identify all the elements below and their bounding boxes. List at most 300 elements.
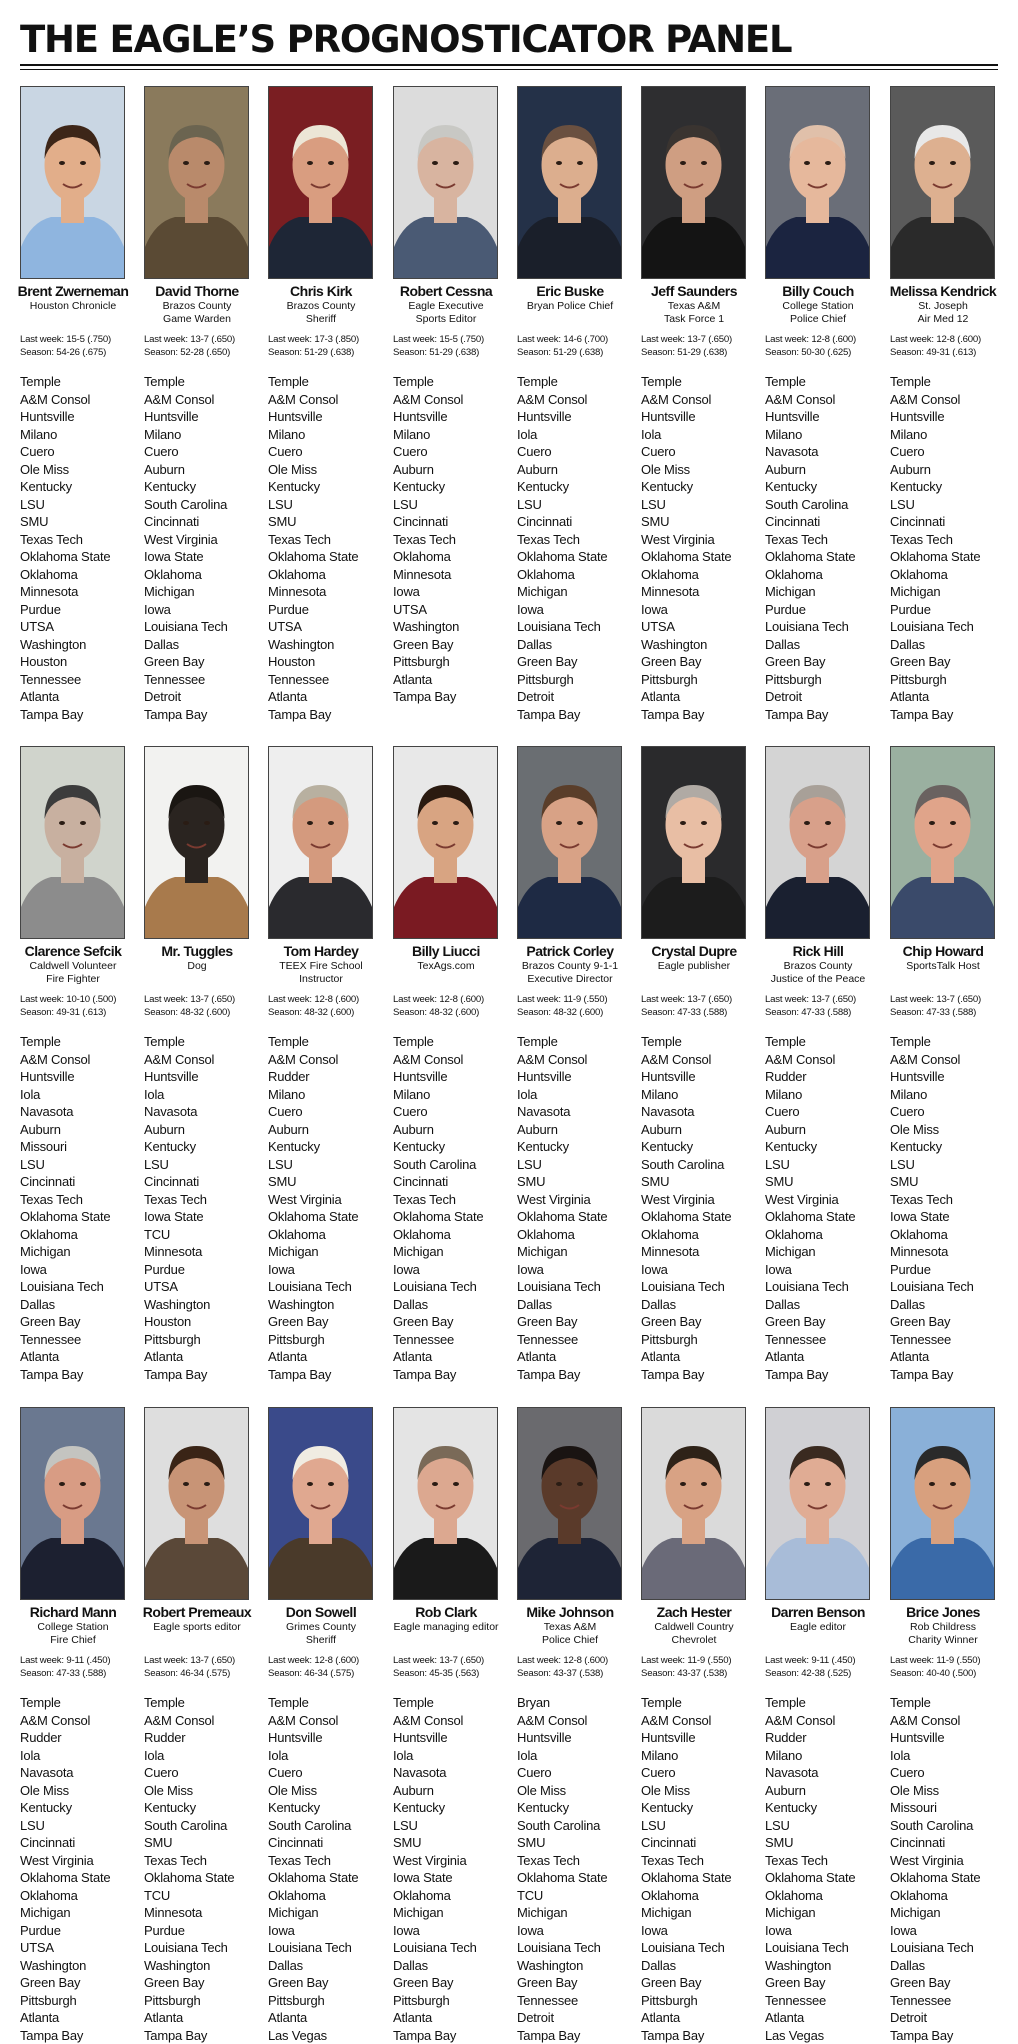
photo-shoulders <box>21 1538 124 1599</box>
last-week-record: Last week: 12-8 (.600) <box>268 1654 378 1667</box>
last-week-record: Last week: 12-8 (.600) <box>890 333 1000 346</box>
pick-item: Tennessee <box>890 1331 974 1349</box>
pick-item: LSU <box>393 496 463 514</box>
photo-shoulders <box>642 1538 745 1599</box>
photo-shoulders <box>394 217 497 278</box>
pick-item: Cuero <box>144 443 228 461</box>
last-week-record: Last week: 12-8 (.600) <box>268 993 378 1006</box>
panelist-photo <box>890 746 995 939</box>
photo-eye-right <box>204 161 210 165</box>
pick-item: Washington <box>268 636 358 654</box>
pick-item: Dallas <box>517 1296 607 1314</box>
pick-item: Temple <box>20 1694 110 1712</box>
picks-list <box>268 373 358 723</box>
pick-item: Kentucky <box>144 1138 214 1156</box>
panelist-role: TEEX Fire School Instructor <box>264 960 378 986</box>
pick-item: Tennessee <box>20 1331 110 1349</box>
photo-eye-right <box>950 161 956 165</box>
pick-item: Tennessee <box>517 1992 607 2010</box>
panelist-photo <box>517 86 622 279</box>
pick-item: Tampa Bay <box>393 1366 483 1384</box>
pick-item: Dallas <box>641 1957 731 1975</box>
pick-item: Louisiana Tech <box>517 1278 607 1296</box>
pick-item: Minnesota <box>641 1243 731 1261</box>
pick-item: Green Bay <box>890 653 980 671</box>
pick-item: Michigan <box>517 1243 607 1261</box>
pick-item: SMU <box>765 1173 855 1191</box>
pick-item: LSU <box>20 496 110 514</box>
pick-item: UTSA <box>144 1278 214 1296</box>
pick-item: Huntsville <box>765 408 855 426</box>
pick-item: Louisiana Tech <box>268 1278 358 1296</box>
pick-item: Kentucky <box>517 478 607 496</box>
pick-item: Iowa <box>268 1261 358 1279</box>
pick-item: Navasota <box>20 1764 110 1782</box>
panelist-role: Rob Childress Charity Winner <box>886 1621 1000 1647</box>
panelist-role: Houston Chronicle <box>16 300 130 313</box>
pick-item: Cuero <box>517 443 607 461</box>
pick-item: Atlanta <box>268 688 358 706</box>
photo-eye-right <box>204 1482 210 1486</box>
pick-item: Green Bay <box>765 1313 855 1331</box>
pick-item: Temple <box>144 1033 214 1051</box>
pick-item: Pittsburgh <box>144 1992 234 2010</box>
pick-item: UTSA <box>20 618 110 636</box>
pick-item: Pittsburgh <box>890 671 980 689</box>
pick-item: A&M Consol <box>20 1051 110 1069</box>
pick-item: Temple <box>268 373 358 391</box>
panelist-photo <box>268 1407 373 1600</box>
pick-item: Auburn <box>20 1121 110 1139</box>
season-record: Season: 48-32 (.600) <box>144 1006 254 1019</box>
pick-item: Auburn <box>517 461 607 479</box>
pick-item: Ole Miss <box>890 1782 980 1800</box>
picks-list <box>890 1694 980 2044</box>
picks-list <box>765 1033 855 1383</box>
pick-item: Atlanta <box>20 688 110 706</box>
pick-item: Kentucky <box>890 1138 974 1156</box>
pick-item: Temple <box>20 373 110 391</box>
pick-item: Atlanta <box>268 1348 358 1366</box>
pick-item: Texas Tech <box>765 531 855 549</box>
pick-item: Pittsburgh <box>20 1992 110 2010</box>
pick-item: Ole Miss <box>641 461 731 479</box>
pick-item: West Virginia <box>393 1852 477 1870</box>
pick-item: Temple <box>641 1033 731 1051</box>
pick-item: Minnesota <box>641 583 731 601</box>
last-week-record: Last week: 12-8 (.600) <box>517 1654 627 1667</box>
pick-item: Michigan <box>641 1904 731 1922</box>
photo-eye-left <box>432 821 438 825</box>
panelist-record <box>144 1654 254 1680</box>
panelist-photo <box>144 86 249 279</box>
pick-item: Kentucky <box>144 1799 234 1817</box>
pick-item: Iowa <box>890 1922 980 1940</box>
panelist-record <box>517 1654 627 1680</box>
panelist-role: Dog <box>140 960 254 973</box>
pick-item: Milano <box>765 1086 855 1104</box>
pick-item: Temple <box>890 1033 974 1051</box>
pick-item: Iola <box>517 1747 607 1765</box>
pick-item: Tampa Bay <box>641 706 731 724</box>
pick-item: Temple <box>20 1033 110 1051</box>
photo-shoulders <box>766 217 869 278</box>
pick-item: Tennessee <box>393 1331 483 1349</box>
pick-item: Houston <box>144 1313 214 1331</box>
season-record: Season: 51-29 (.638) <box>517 346 627 359</box>
pick-item: Oklahoma <box>268 1887 358 1905</box>
pick-item: Tampa Bay <box>268 1366 358 1384</box>
pick-item: Kentucky <box>765 1799 855 1817</box>
last-week-record: Last week: 13-7 (.650) <box>890 993 1000 1006</box>
pick-item: Louisiana Tech <box>268 1939 358 1957</box>
panelist-name: Mike Johnson <box>513 1604 627 1621</box>
pick-item: Milano <box>641 1086 731 1104</box>
pick-item: Detroit <box>765 688 855 706</box>
pick-item: Huntsville <box>393 1729 477 1747</box>
pick-item: Tampa Bay <box>765 706 855 724</box>
pick-item: A&M Consol <box>641 391 731 409</box>
photo-eye-left <box>307 1482 313 1486</box>
pick-item: Washington <box>144 1296 214 1314</box>
last-week-record: Last week: 13-7 (.650) <box>765 993 875 1006</box>
pick-item: Iowa <box>393 1261 483 1279</box>
pick-item: Pittsburgh <box>393 1992 477 2010</box>
pick-item: A&M Consol <box>20 391 110 409</box>
picks-list <box>268 1033 358 1383</box>
panelist-record <box>20 1654 130 1680</box>
pick-item: A&M Consol <box>641 1051 731 1069</box>
last-week-record: Last week: 14-6 (.700) <box>517 333 627 346</box>
pick-item: Cincinnati <box>765 513 855 531</box>
panelist-name: Melissa Kendrick <box>886 283 1000 300</box>
panelist-name: Chip Howard <box>886 943 1000 960</box>
pick-item: Atlanta <box>890 1348 974 1366</box>
pick-item: Pittsburgh <box>393 653 463 671</box>
pick-item: Iowa <box>641 601 731 619</box>
pick-item: Purdue <box>890 1261 974 1279</box>
pick-item: Oklahoma <box>517 1226 607 1244</box>
photo-eye-right <box>80 821 86 825</box>
photo-eye-left <box>929 1482 935 1486</box>
picks-list <box>393 373 463 706</box>
pick-item: Iowa State <box>890 1208 974 1226</box>
pick-item: Oklahoma <box>890 1887 980 1905</box>
pick-item: Cuero <box>393 1103 483 1121</box>
pick-item: Minnesota <box>20 583 110 601</box>
panelist-role: Texas A&M Police Chief <box>513 1621 627 1647</box>
pick-item: West Virginia <box>641 531 731 549</box>
panelist-record <box>144 333 254 359</box>
pick-item: Cuero <box>890 1764 980 1782</box>
pick-item: Milano <box>890 1086 974 1104</box>
pick-item: A&M Consol <box>890 391 980 409</box>
pick-item: A&M Consol <box>765 1712 855 1730</box>
photo-shoulders <box>642 217 745 278</box>
panelist-name: Robert Premeaux <box>140 1604 254 1621</box>
pick-item: Oklahoma State <box>641 1869 731 1887</box>
pick-item: Oklahoma <box>765 1226 855 1244</box>
last-week-record: Last week: 17-3 (.850) <box>268 333 378 346</box>
pick-item: Oklahoma State <box>890 548 980 566</box>
pick-item: Green Bay <box>890 1313 974 1331</box>
pick-item: Cuero <box>765 1103 855 1121</box>
pick-item: South Carolina <box>268 1817 358 1835</box>
title-rule <box>20 64 998 66</box>
photo-eye-left <box>59 821 65 825</box>
pick-item: Kentucky <box>393 1138 483 1156</box>
picks-list <box>20 1694 110 2044</box>
pick-item: Louisiana Tech <box>517 1939 607 1957</box>
pick-item: Huntsville <box>393 1068 483 1086</box>
pick-item: Green Bay <box>517 1313 607 1331</box>
last-week-record: Last week: 11-9 (.550) <box>641 1654 751 1667</box>
pick-item: Iowa <box>765 1261 855 1279</box>
pick-item: A&M Consol <box>268 391 358 409</box>
pick-item: Oklahoma State <box>393 1208 483 1226</box>
pick-item: Green Bay <box>20 1313 110 1331</box>
pick-item: LSU <box>765 1156 855 1174</box>
pick-item: Kentucky <box>268 1799 358 1817</box>
pick-item: Temple <box>268 1694 358 1712</box>
pick-item: Auburn <box>393 461 463 479</box>
pick-item: Texas Tech <box>517 531 607 549</box>
panelist-photo <box>517 746 622 939</box>
pick-item: A&M Consol <box>144 391 228 409</box>
pick-item: Michigan <box>20 1904 110 1922</box>
pick-item: Tampa Bay <box>890 706 980 724</box>
pick-item: A&M Consol <box>20 1712 110 1730</box>
pick-item: Huntsville <box>20 408 110 426</box>
pick-item: A&M Consol <box>517 1712 607 1730</box>
panelist-record <box>765 333 875 359</box>
panelist-name: Rick Hill <box>761 943 875 960</box>
pick-item: Dallas <box>393 1296 483 1314</box>
panelist-photo <box>20 86 125 279</box>
panelist-photo <box>765 746 870 939</box>
pick-item: Louisiana Tech <box>144 618 228 636</box>
picks-list <box>144 373 228 723</box>
photo-eye-left <box>183 821 189 825</box>
pick-item: LSU <box>517 496 607 514</box>
panelist-role: Brazos County 9-1-1 Executive Director <box>513 960 627 986</box>
pick-item: Tampa Bay <box>144 706 228 724</box>
pick-item: Ole Miss <box>641 1782 731 1800</box>
photo-eye-right <box>701 821 707 825</box>
picks-list <box>144 1694 234 2044</box>
panelist-record <box>765 1654 875 1680</box>
pick-item: Auburn <box>765 1782 855 1800</box>
pick-item: Oklahoma <box>641 1887 731 1905</box>
pick-item: Texas Tech <box>765 1852 855 1870</box>
pick-item: Oklahoma <box>765 566 855 584</box>
pick-item: Michigan <box>765 1243 855 1261</box>
pick-item: Tampa Bay <box>641 2027 731 2044</box>
panelist-record <box>393 1654 503 1680</box>
pick-item: Dallas <box>268 1957 358 1975</box>
pick-item: Kentucky <box>765 478 855 496</box>
pick-item: Cincinnati <box>144 513 228 531</box>
pick-item: Iowa <box>20 1261 110 1279</box>
pick-item: Huntsville <box>268 408 358 426</box>
pick-item: Dallas <box>20 1296 110 1314</box>
season-record: Season: 40-40 (.500) <box>890 1667 1000 1680</box>
last-week-record: Last week: 13-7 (.650) <box>393 1654 503 1667</box>
pick-item: Rudder <box>765 1068 855 1086</box>
pick-item: Cincinnati <box>20 1173 110 1191</box>
season-record: Season: 46-34 (.575) <box>144 1667 254 1680</box>
pick-item: Navasota <box>641 1103 731 1121</box>
pick-item: Kentucky <box>641 1799 731 1817</box>
picks-list <box>641 373 731 723</box>
pick-item: Temple <box>144 373 228 391</box>
photo-eye-left <box>556 161 562 165</box>
pick-item: LSU <box>20 1156 110 1174</box>
pick-item: Green Bay <box>517 653 607 671</box>
photo-eye-left <box>929 821 935 825</box>
pick-item: Oklahoma State <box>517 1869 607 1887</box>
picks-list <box>20 373 110 723</box>
pick-item: Oklahoma State <box>268 1208 358 1226</box>
photo-eye-right <box>328 1482 334 1486</box>
pick-item: Michigan <box>517 1904 607 1922</box>
last-week-record: Last week: 10-10 (.500) <box>20 993 130 1006</box>
pick-item: Rudder <box>144 1729 234 1747</box>
pick-item: Washington <box>517 1957 607 1975</box>
pick-item: Navasota <box>144 1103 214 1121</box>
pick-item: Ole Miss <box>517 1782 607 1800</box>
pick-item: Purdue <box>144 1261 214 1279</box>
photo-eye-left <box>59 161 65 165</box>
panelist-record <box>517 993 627 1019</box>
panelist-photo <box>765 86 870 279</box>
pick-item: A&M Consol <box>268 1712 358 1730</box>
photo-shoulders <box>269 1538 372 1599</box>
pick-item: Iola <box>144 1747 234 1765</box>
pick-item: West Virginia <box>641 1191 731 1209</box>
panelist-photo <box>20 746 125 939</box>
pick-item: SMU <box>765 1834 855 1852</box>
pick-item: Michigan <box>517 583 607 601</box>
pick-item: Atlanta <box>765 2009 855 2027</box>
photo-eye-right <box>577 161 583 165</box>
pick-item: Kentucky <box>20 478 110 496</box>
pick-item: A&M Consol <box>890 1051 974 1069</box>
photo-eye-left <box>680 1482 686 1486</box>
last-week-record: Last week: 11-9 (.550) <box>890 1654 1000 1667</box>
pick-item: Oklahoma <box>890 1226 974 1244</box>
pick-item: Minnesota <box>890 1243 974 1261</box>
pick-item: Dallas <box>144 636 228 654</box>
pick-item: Michigan <box>144 583 228 601</box>
pick-item: Tampa Bay <box>393 688 463 706</box>
picks-list <box>517 1033 607 1383</box>
pick-item: West Virginia <box>20 1852 110 1870</box>
pick-item: UTSA <box>641 618 731 636</box>
pick-item: West Virginia <box>144 531 228 549</box>
pick-item: Green Bay <box>517 1974 607 1992</box>
pick-item: Iola <box>517 1086 607 1104</box>
photo-eye-left <box>432 161 438 165</box>
pick-item: Texas Tech <box>517 1852 607 1870</box>
pick-item: Auburn <box>268 1121 358 1139</box>
pick-item: TCU <box>144 1887 234 1905</box>
last-week-record: Last week: 13-7 (.650) <box>641 333 751 346</box>
pick-item: Minnesota <box>144 1243 214 1261</box>
pick-item: Green Bay <box>393 1313 483 1331</box>
season-record: Season: 51-29 (.638) <box>393 346 503 359</box>
season-record: Season: 48-32 (.600) <box>393 1006 503 1019</box>
photo-shoulders <box>21 877 124 938</box>
pick-item: Ole Miss <box>20 461 110 479</box>
pick-item: Louisiana Tech <box>393 1939 477 1957</box>
pick-item: Navasota <box>765 443 855 461</box>
panelist-record <box>641 993 751 1019</box>
season-record: Season: 48-32 (.600) <box>517 1006 627 1019</box>
pick-item: Michigan <box>765 583 855 601</box>
pick-item: Louisiana Tech <box>890 618 980 636</box>
picks-list <box>20 1033 110 1383</box>
pick-item: Kentucky <box>517 1138 607 1156</box>
pick-item: Washington <box>393 618 463 636</box>
pick-item: Purdue <box>20 1922 110 1940</box>
panelist-name: Brent Zwerneman <box>16 283 130 300</box>
pick-item: Kentucky <box>517 1799 607 1817</box>
last-week-record: Last week: 15-5 (.750) <box>393 333 503 346</box>
pick-item: Auburn <box>144 1121 214 1139</box>
photo-shoulders <box>394 877 497 938</box>
photo-shoulders <box>891 877 994 938</box>
photo-shoulders <box>766 1538 869 1599</box>
pick-item: Milano <box>144 426 228 444</box>
panelist-name: Jeff Saunders <box>637 283 751 300</box>
panelist-name: Clarence Sefcik <box>16 943 130 960</box>
pick-item: Houston <box>268 653 358 671</box>
pick-item: Tennessee <box>517 1331 607 1349</box>
pick-item: Cuero <box>393 443 463 461</box>
pick-item: Ole Miss <box>144 1782 234 1800</box>
photo-shoulders <box>642 877 745 938</box>
season-record: Season: 42-38 (.525) <box>765 1667 875 1680</box>
pick-item: LSU <box>144 1156 214 1174</box>
pick-item: Ole Miss <box>268 1782 358 1800</box>
pick-item: Temple <box>890 1694 980 1712</box>
pick-item: Green Bay <box>641 1313 731 1331</box>
pick-item: Oklahoma <box>20 1226 110 1244</box>
pick-item: Oklahoma <box>20 566 110 584</box>
pick-item: Temple <box>765 1033 855 1051</box>
pick-item: Ole Miss <box>890 1121 974 1139</box>
panelist-role: Eagle Executive Sports Editor <box>389 300 503 326</box>
pick-item: Tennessee <box>144 671 228 689</box>
panelist-role: College Station Police Chief <box>761 300 875 326</box>
pick-item: Dallas <box>393 1957 477 1975</box>
last-week-record: Last week: 9-11 (.450) <box>765 1654 875 1667</box>
pick-item: SMU <box>517 1173 607 1191</box>
pick-item: Cuero <box>517 1764 607 1782</box>
panelist-role: Bryan Police Chief <box>513 300 627 313</box>
pick-item: A&M Consol <box>144 1712 234 1730</box>
pick-item: A&M Consol <box>144 1051 214 1069</box>
pick-item: Auburn <box>765 1121 855 1139</box>
pick-item: Iowa <box>641 1922 731 1940</box>
pick-item: Cuero <box>20 443 110 461</box>
pick-item: Atlanta <box>393 1348 483 1366</box>
season-record: Season: 51-29 (.638) <box>268 346 378 359</box>
pick-item: Huntsville <box>890 1729 980 1747</box>
pick-item: Tampa Bay <box>641 1366 731 1384</box>
pick-item: Temple <box>268 1033 358 1051</box>
